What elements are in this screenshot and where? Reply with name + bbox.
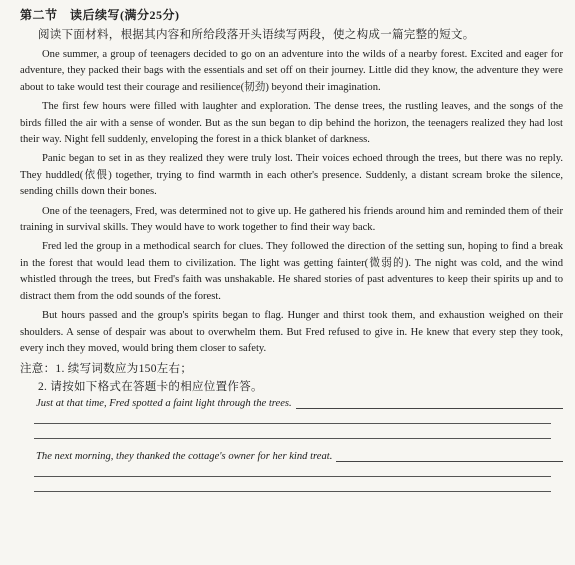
prompt-2-answer-line[interactable] (336, 449, 563, 462)
instruction-text: 阅读下面材料，根据其内容和所给段落开头语续写两段，使之构成一篇完整的短文。 (38, 29, 475, 41)
answer-line[interactable] (34, 424, 551, 439)
answer-line[interactable] (34, 409, 551, 424)
prompt-1-text: Just at that time, Fred spotted a faint light through the trees. (36, 398, 292, 410)
section-title: 第二节 读后续写(满分25分) (20, 8, 180, 22)
prompt-1-answer-line[interactable] (296, 396, 563, 409)
story-paragraph-5: Fred led the group in a methodical search for clues. They followed the direction of the setting sun, hoping to find a break in the forest that would lead them to civilization. The light was getting fainter(微弱的). The night was cold, and the wind whistled through the trees, but Fred's faith was unshakable. He shared stories of past adventures to keep their spirits up and to distract them from the odd sounds of the forest. (20, 241, 563, 302)
note-word-count: 注意：1. 续写词数应为150左右； (20, 363, 193, 376)
story-paragraph-6: But hours passed and the group's spirits began to flag. Hunger and thirst took them, and exhaustion weighed on their shoulders. A sense of despair was about to overwhelm them. But Fred refused to give in. He knew that every step they took, every inch they moved, would bring them closer to safety. (20, 310, 563, 354)
story-paragraph-1: One summer, a group of teenagers decided to go on an adventure into the wilds of a nearby forest. Excited and eager for adventure, they packed their bags with the essentials and set off on their journey. Little did they know, the adventure they were about to take would test their courage and resilience(韧劲) beyond their imagination. (20, 49, 563, 93)
story-paragraph-2: The first few hours were filled with laughter and exploration. The dense trees, the rustling leaves, and the songs of the birds filled the air with a sense of wonder. But as the sun began to dip behind the horizon, the teenagers realized they had lost their way. Night fell suddenly, enveloping the forest in a thick blanket of darkness. (20, 101, 563, 146)
story-paragraph-3: Panic began to set in as they realized they were truly lost. Their voices echoed through the trees, but there was no reply. They huddled(依偎) together, trying to find warmth in each other's presence. Suddenly, a distant scream broke the silence, sending chills down their bones. (20, 153, 563, 198)
continuation-prompt-2 (20, 449, 563, 462)
story-paragraph-4: One of the teenagers, Fred, was determined not to give up. He gathered his friends around him and reminded them of their training in survival skills. They would have to work together to find their way back. (20, 205, 563, 234)
note-answer-format: 2. 请按如下格式在答题卡的相应位置作答。 (38, 381, 263, 394)
answer-line[interactable] (34, 462, 551, 477)
answer-line[interactable] (34, 477, 551, 492)
continuation-prompt-1 (20, 396, 563, 409)
prompt-2-text: The next morning, they thanked the cottage's owner for her kind treat. (36, 451, 333, 463)
